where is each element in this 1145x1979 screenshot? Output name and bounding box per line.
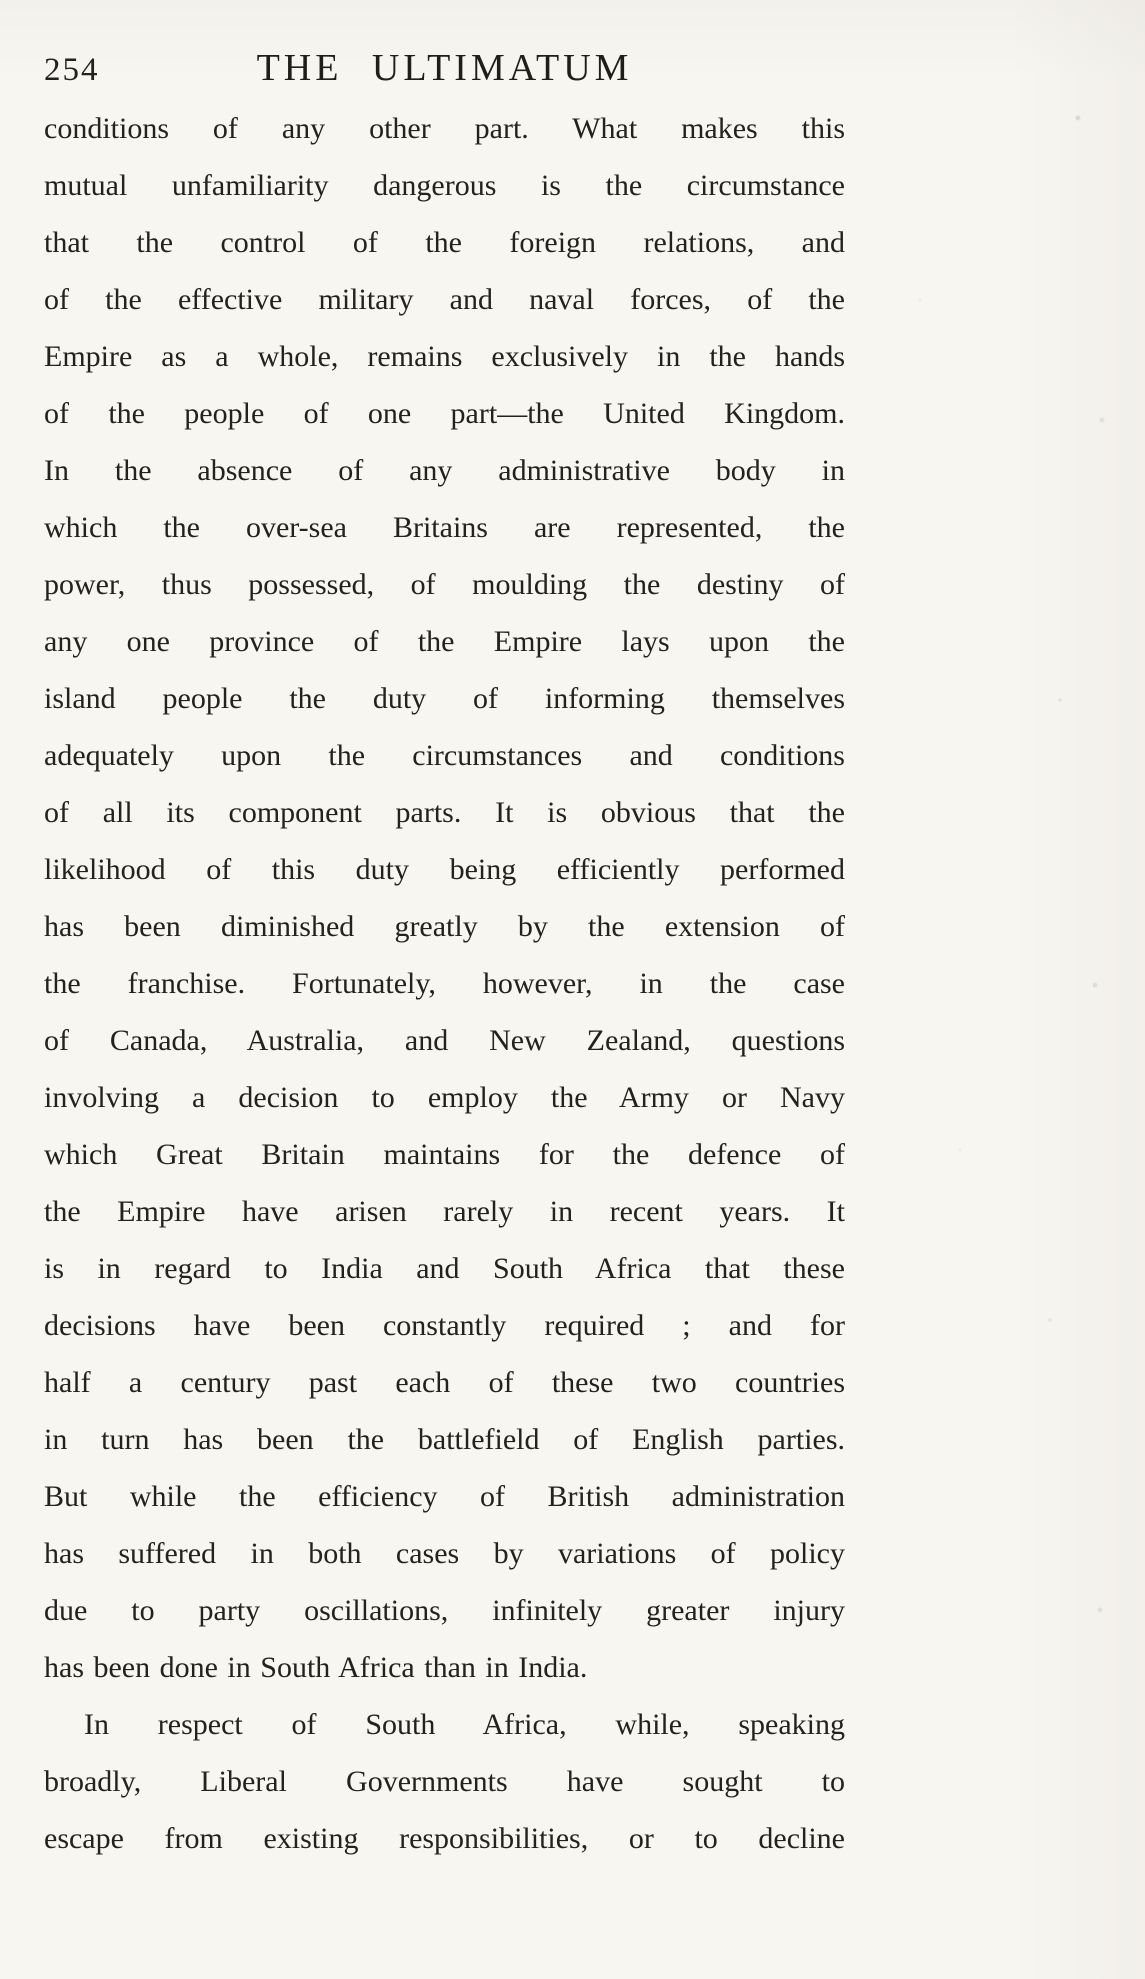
- text-line: power, thus possessed, of moulding the destiny of: [44, 568, 845, 601]
- text-line: which the over-sea Britains are represented, the: [44, 511, 845, 544]
- page-number: 254: [44, 52, 100, 88]
- text-line: due to party oscillations, infinitely greater injury: [44, 1594, 845, 1627]
- text-line: In the absence of any administrative body in: [44, 454, 845, 487]
- text-line: is in regard to India and South Africa that these: [44, 1252, 845, 1285]
- text-line: island people the duty of informing themselves: [44, 682, 845, 715]
- text-line: escape from existing responsibilities, or to decline: [44, 1822, 845, 1855]
- text-line: has been diminished greatly by the extension of: [44, 910, 845, 943]
- text-line: the franchise. Fortunately, however, in the case: [44, 967, 845, 1000]
- text-line: which Great Britain maintains for the defence of: [44, 1138, 845, 1171]
- text-line: conditions of any other part. What makes this: [44, 112, 845, 145]
- text-line: the Empire have arisen rarely in recent years. It: [44, 1195, 845, 1228]
- text-line: that the control of the foreign relations, and: [44, 226, 845, 259]
- text-line: mutual unfamiliarity dangerous is the circumstance: [44, 169, 845, 202]
- page-header: [44, 46, 845, 98]
- text-line: half a century past each of these two countries: [44, 1366, 845, 1399]
- text-line: But while the efficiency of British administration: [44, 1480, 845, 1513]
- text-line: broadly, Liberal Governments have sought to: [44, 1765, 845, 1798]
- text-line: involving a decision to employ the Army or Navy: [44, 1081, 845, 1114]
- text-line: adequately upon the circumstances and conditions: [44, 739, 845, 772]
- page-title: THE ULTIMATUM: [256, 47, 633, 89]
- text-line: In respect of South Africa, while, speaking: [84, 1708, 845, 1741]
- text-line: of Canada, Australia, and New Zealand, questions: [44, 1024, 845, 1057]
- text-line: has suffered in both cases by variations of policy: [44, 1537, 845, 1570]
- body-text: [44, 100, 845, 1867]
- text-line: in turn has been the battlefield of English parties.: [44, 1423, 845, 1456]
- text-line: likelihood of this duty being efficiently performed: [44, 853, 845, 886]
- text-line: of the people of one part—the United Kingdom.: [44, 397, 845, 430]
- text-line: of the effective military and naval forces, of the: [44, 283, 845, 316]
- text-line: decisions have been constantly required ; and for: [44, 1309, 845, 1342]
- text-line: Empire as a whole, remains exclusively in the hands: [44, 340, 845, 373]
- text-line: has been done in South Africa than in India.: [44, 1651, 588, 1684]
- text-line: any one province of the Empire lays upon the: [44, 625, 845, 658]
- text-line: of all its component parts. It is obvious that the: [44, 796, 845, 829]
